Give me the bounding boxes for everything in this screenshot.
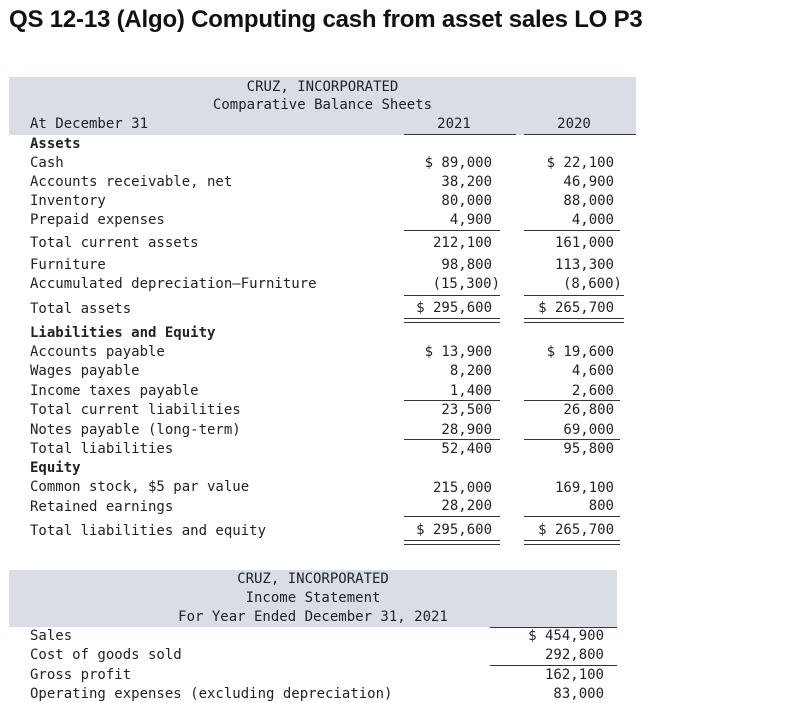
row-label: Total liabilities	[30, 441, 174, 457]
total-double-rule	[524, 318, 624, 323]
row-value-2020: 2,600	[571, 383, 614, 399]
subtotal-rule	[524, 516, 620, 517]
row-label: Cash	[30, 155, 64, 171]
row-value-2021: 38,200	[441, 174, 492, 190]
row-label: Total assets	[30, 301, 132, 317]
row-label: Wages payable	[30, 363, 140, 379]
row-value-2021: 4,900	[449, 212, 492, 228]
subtotal-rule	[404, 295, 500, 296]
is-row-value: 162,100	[544, 667, 604, 683]
assets-heading: Assets	[30, 136, 81, 152]
row-value-2020: 113,300	[554, 257, 614, 273]
row-label: Notes payable (long-term)	[30, 422, 241, 438]
header-rule-2020	[524, 134, 636, 135]
row-value-2020: 4,600	[571, 363, 614, 379]
subtotal-rule	[404, 230, 500, 231]
subtotal-rule	[404, 439, 500, 440]
subtotal-rule	[524, 295, 624, 296]
row-label: Prepaid expenses	[30, 212, 165, 228]
bs-year-2021: 2021	[437, 116, 471, 132]
is-statement-title: Income Statement	[245, 590, 381, 606]
row-label: Furniture	[30, 257, 106, 273]
row-value-2020: 69,000	[563, 422, 614, 438]
subtotal-rule	[524, 439, 620, 440]
row-value-2021: $ 13,900	[424, 344, 492, 360]
row-value-2021: $ 295,600	[416, 300, 492, 316]
row-label: Inventory	[30, 193, 106, 209]
row-value-2020: 161,000	[554, 235, 614, 251]
subtotal-rule	[404, 516, 500, 517]
row-label: Total current liabilities	[30, 402, 241, 418]
subtotal-rule	[524, 230, 620, 231]
is-row-label: Sales	[30, 628, 73, 644]
subtotal-rule	[490, 665, 617, 666]
row-label: Total liabilities and equity	[30, 523, 267, 539]
is-row-value: $ 454,900	[528, 628, 604, 644]
row-label: Income taxes payable	[30, 383, 199, 399]
bs-statement-title: Comparative Balance Sheets	[212, 97, 433, 113]
row-value-2021: 23,500	[441, 402, 492, 418]
total-double-rule	[404, 318, 500, 323]
is-row-label: Operating expenses (excluding depreciation)	[30, 686, 393, 702]
row-value-2021: 80,000	[441, 193, 492, 209]
row-value-2021: 1,400	[449, 383, 492, 399]
row-value-2020: 4,000	[571, 212, 614, 228]
is-row-value: 292,800	[544, 647, 604, 663]
row-value-2021: $ 295,600	[416, 522, 492, 538]
page-title: QS 12-13 (Algo) Computing cash from asset sales LO P3	[9, 6, 643, 33]
subtotal-rule	[524, 400, 620, 401]
header-rule-2021	[404, 134, 516, 135]
subtotal-rule	[404, 400, 500, 401]
row-label: Total current assets	[30, 235, 199, 251]
bs-date-label: At December 31	[30, 116, 149, 132]
row-value-2020: 88,000	[563, 193, 614, 209]
row-label: Retained earnings	[30, 499, 174, 515]
row-value-2021: 98,800	[441, 257, 492, 273]
is-row-label: Cost of goods sold	[30, 647, 182, 663]
row-value-2021: 28,900	[441, 422, 492, 438]
is-row-label: Gross profit	[30, 667, 132, 683]
row-value-2020: 26,800	[563, 402, 614, 418]
bs-company: CRUZ, INCORPORATED	[246, 79, 399, 95]
row-value-2020: 46,900	[563, 174, 614, 190]
total-double-rule	[404, 540, 500, 545]
row-value-2020: (8,600)	[562, 276, 622, 292]
row-label: Accumulated depreciation—Furniture	[30, 276, 317, 292]
row-value-2021: 212,100	[432, 235, 492, 251]
row-label: Common stock, $5 par value	[30, 479, 250, 495]
row-value-2020: 800	[588, 498, 614, 514]
row-value-2020: 95,800	[563, 441, 614, 457]
row-value-2020: $ 265,700	[538, 522, 614, 538]
is-period: For Year Ended December 31, 2021	[178, 609, 448, 625]
row-value-2020: $ 19,600	[546, 344, 614, 360]
row-value-2021: 215,000	[432, 480, 492, 496]
row-label: Accounts receivable, net	[30, 174, 233, 190]
equity-heading: Equity	[30, 460, 81, 476]
is-row-value: 83,000	[553, 686, 604, 702]
row-value-2020: $ 265,700	[538, 300, 614, 316]
total-double-rule	[524, 540, 620, 545]
is-company: CRUZ, INCORPORATED	[237, 571, 389, 587]
row-value-2021: 8,200	[449, 363, 492, 379]
row-value-2021: 52,400	[441, 441, 492, 457]
liabilities-heading: Liabilities and Equity	[30, 325, 216, 341]
row-label: Accounts payable	[30, 344, 165, 360]
row-value-2021: $ 89,000	[424, 155, 492, 171]
row-value-2020: $ 22,100	[546, 155, 614, 171]
row-value-2020: 169,100	[554, 480, 614, 496]
row-value-2021: (15,300)	[432, 276, 500, 292]
bs-year-2020: 2020	[557, 116, 591, 132]
row-value-2021: 28,200	[441, 498, 492, 514]
